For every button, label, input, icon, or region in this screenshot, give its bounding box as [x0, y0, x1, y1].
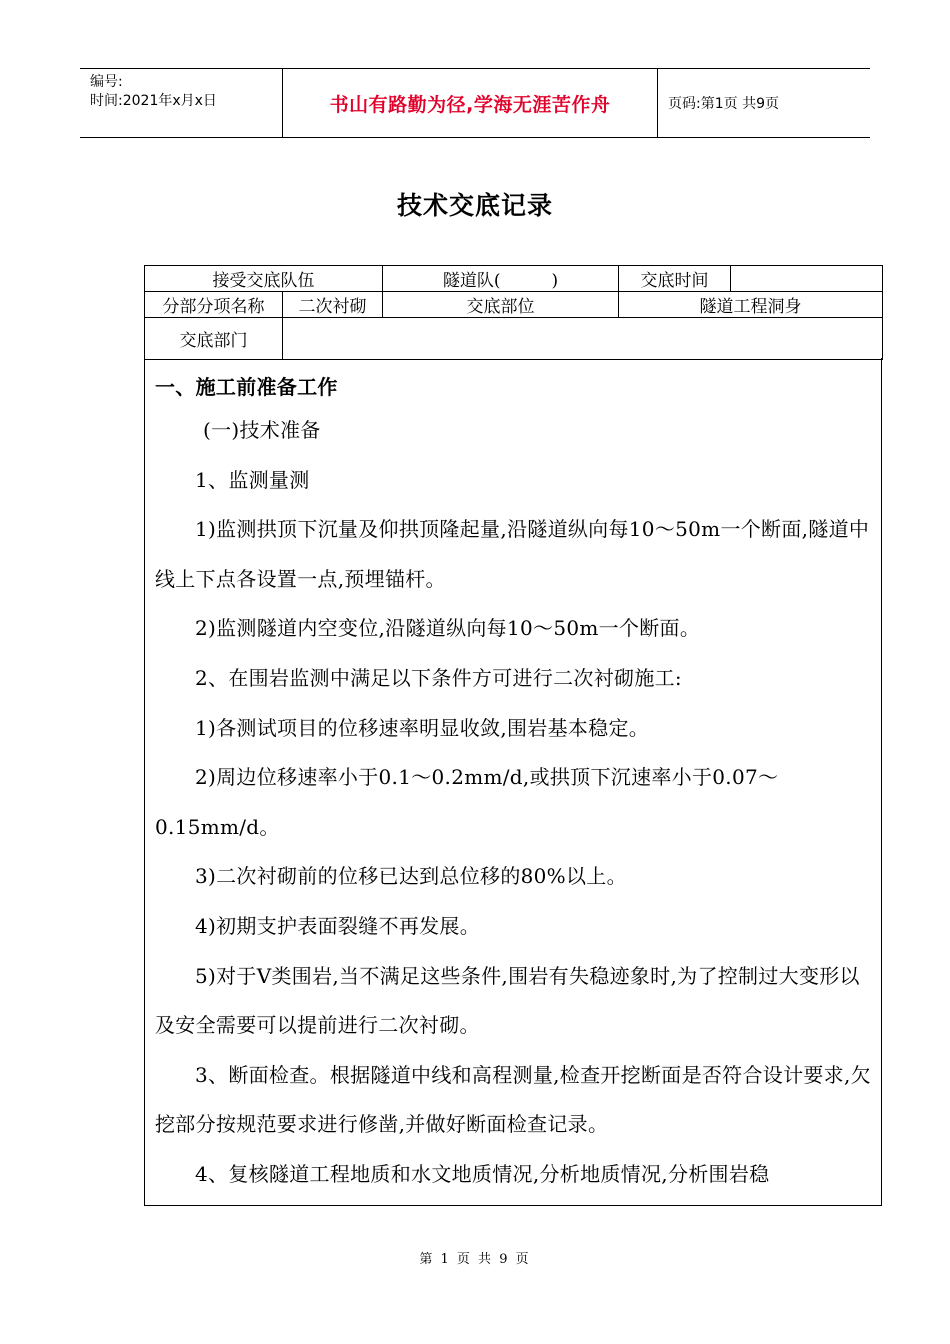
item-name-value: 二次衬砌 — [283, 292, 383, 318]
section-heading: 一、施工前准备工作 — [155, 375, 338, 399]
time-value-cell — [731, 266, 883, 292]
header-motto: 书山有路勤为径,学海无涯苦作舟 — [282, 69, 658, 137]
info-row-item — [145, 292, 883, 318]
number-label: 编号: — [90, 74, 123, 90]
time-label-cell: 交底时间 — [619, 266, 731, 292]
paragraph: 3、断面检查。根据隧道中线和高程测量,检查开挖断面是否符合设计要求,欠挖部分按规范要求进行修凿,并做好断面检查记录。 — [155, 1062, 871, 1137]
time-label: 时间:2021年x月x日 — [90, 93, 217, 109]
department-value — [283, 318, 883, 360]
receive-team-label: 接受交底队伍 — [145, 266, 383, 292]
paragraph: 1)各测试项目的位移速率明显收敛,围岩基本稳定。 — [195, 715, 650, 740]
paragraph: 2、在围岩监测中满足以下条件方可进行二次衬砌施工: — [195, 665, 682, 690]
paragraph: 4)初期支护表面裂缝不再发展。 — [195, 913, 481, 938]
paragraph: 3)二次衬砌前的位移已达到总位移的80%以上。 — [195, 864, 627, 889]
location-value: 隧道工程洞身 — [619, 292, 883, 318]
paragraph: 2)周边位移速率小于0.1～0.2mm/d,或拱顶下沉速率小于0.07～0.15mm/d。 — [155, 765, 779, 839]
document-title: 技术交底记录 — [396, 191, 553, 220]
page-header — [80, 68, 870, 138]
page-footer: 第 1 页 共 9 页 — [419, 1252, 531, 1267]
disclosure-content — [144, 358, 882, 1206]
paragraph: 4、复核隧道工程地质和水文地质情况,分析地质情况,分析围岩稳 — [195, 1161, 770, 1186]
paragraph: 1)监测拱顶下沉量及仰拱顶隆起量,沿隧道纵向每10～50m一个断面,隧道中线上下点各设置一点,预埋锚杆。 — [155, 517, 870, 591]
subsection-heading: (一)技术准备 — [203, 418, 321, 442]
info-table — [144, 265, 883, 360]
receive-team-value: 隧道队( ) — [383, 266, 619, 292]
paragraph: 2)监测隧道内空变位,沿隧道纵向每10～50m一个断面。 — [195, 616, 701, 641]
paragraph: 1、监测量测 — [195, 467, 310, 492]
info-row-team — [145, 266, 883, 292]
header-page-info: 页码:第1页 共9页 — [668, 96, 779, 112]
header-meta — [80, 69, 282, 137]
paragraph: 5)对于Ⅴ类围岩,当不满足这些条件,围岩有失稳迹象时,为了控制过大变形以及安全需要可以提前进行二次衬砌。 — [155, 963, 860, 1038]
department-label: 交底部门 — [145, 318, 283, 360]
item-name-label: 分部分项名称 — [145, 292, 283, 318]
location-label: 交底部位 — [383, 292, 619, 318]
info-row-department — [145, 318, 883, 360]
